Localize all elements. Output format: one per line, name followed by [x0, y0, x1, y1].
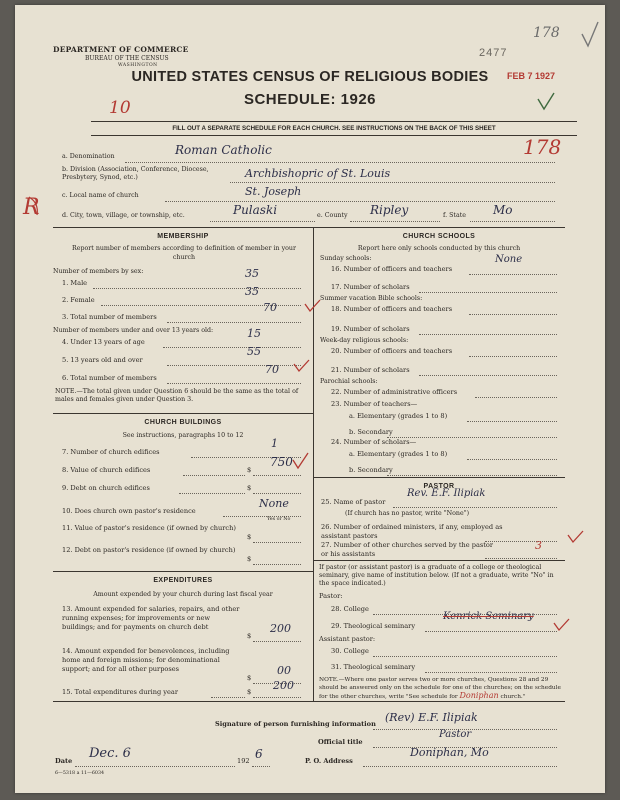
q9-label: 9. Debt on church edifices — [62, 484, 150, 492]
q14-dollar: $ — [247, 674, 252, 682]
q27-value: 3 — [535, 539, 542, 552]
date-month-value: Dec. 6 — [89, 746, 131, 761]
q29-label: 29. Theological seminary — [331, 622, 416, 630]
local-name-label: c. Local name of church — [62, 192, 139, 199]
received-date-stamp: FEB 7 1927 — [507, 71, 556, 81]
pastor-heading: PASTOR — [423, 483, 455, 490]
q22-label: 22. Number of administrative officers — [331, 388, 458, 396]
q14-label: 14. Amount expended for benevolences, including home and foreign missions; for denominational support; and for all other purposes — [62, 647, 230, 673]
q11-dollar: $ — [247, 533, 252, 541]
buildings-sub: See instructions, paragraphs 10 to 12 — [122, 432, 244, 439]
sunday-schools-label: Sunday schools: — [320, 255, 372, 262]
q4-value: 15 — [247, 327, 261, 340]
q30-label: 30. College — [331, 647, 369, 655]
q16-value: None — [495, 254, 523, 265]
check-mark-icon — [566, 529, 586, 545]
q4-label: 4. Under 13 years of age — [62, 338, 145, 346]
q2-value: 35 — [245, 285, 259, 298]
parochial-schools-label: Parochial schools: — [320, 378, 378, 385]
membership-intro: Report number of members according to definition of member in your church — [71, 245, 296, 261]
city-label: d. City, town, village, or township, etc. — [62, 212, 185, 219]
q25-label: 25. Name of pastor — [321, 498, 386, 506]
signature-value: (Rev) E.F. Ilipiak — [385, 711, 478, 724]
q27-label: 27. Number of other churches served by the pastor or his assistants — [321, 541, 494, 558]
membership-heading: MEMBERSHIP — [157, 233, 209, 240]
q14-value: 00 — [277, 664, 291, 677]
q28-label: 28. College — [331, 605, 369, 613]
state-value: Mo — [493, 203, 513, 217]
weekday-schools-label: Week-day religious schools: — [320, 337, 409, 344]
local-name-value: St. Joseph — [245, 185, 302, 198]
instruction-band: FILL OUT A SEPARATE SCHEDULE FOR EACH CHURCH. SEE INSTRUCTIONS ON THE BACK OF THIS SHEET — [91, 121, 577, 136]
page-number-mark: 178 — [533, 25, 560, 41]
q10-label: 10. Does church own pastor's residence — [62, 507, 196, 515]
q29-value: Kenrick Seminary — [443, 611, 534, 622]
red-mark-r: R — [23, 195, 40, 220]
date-label: Date — [55, 757, 73, 765]
city-value: Pulaski — [233, 203, 278, 217]
check-mark-icon — [292, 358, 312, 374]
q9-dollar: $ — [247, 484, 252, 492]
official-title-value: Pastor — [439, 729, 472, 740]
q17-label: 17. Number of scholars — [331, 283, 410, 291]
q8-label: 8. Value of church edifices — [62, 466, 151, 474]
q12-dollar: $ — [247, 555, 252, 563]
form-code: 6—5318 a 11—6034 — [55, 771, 105, 776]
year-value: 6 — [255, 747, 263, 761]
city-heading: WASHINGTON — [118, 63, 158, 68]
form-title: UNITED STATES CENSUS OF RELIGIOUS BODIES — [131, 69, 489, 85]
q5-label: 5. 13 years old and over — [62, 356, 143, 364]
q3-value: 70 — [263, 301, 277, 314]
stamp-number: 2477 — [479, 47, 508, 59]
state-label: f. State — [443, 212, 466, 219]
county-label: e. County — [317, 212, 348, 219]
q31-label: 31. Theological seminary — [331, 663, 416, 671]
q24-label: 24. Number of scholars— — [331, 438, 417, 446]
q24b-label: b. Secondary — [349, 466, 393, 474]
address-label: P. O. Address — [305, 757, 353, 765]
members-by-sex-label: Number of members by sex: — [53, 268, 144, 275]
q25-value: Rev. E.F. Ilipiak — [407, 488, 486, 499]
check-mark-icon — [552, 617, 572, 633]
schedule-title: SCHEDULE: 1926 — [243, 91, 377, 108]
q20-label: 20. Number of officers and teachers — [331, 347, 453, 355]
q8-dollar: $ — [247, 466, 252, 474]
check-mark-icon — [291, 451, 311, 471]
q8-value: 750 — [270, 455, 293, 469]
bureau-heading: BUREAU OF THE CENSUS — [85, 55, 169, 62]
q7-label: 7. Number of church edifices — [62, 448, 160, 456]
pastor-note-2: NOTE.—Where one pastor serves two or more churches, Questions 28 and 29 should be answered only on the schedule for one of the churches; on the schedule for the other churches, write "See schedule for Doniphan church." — [319, 677, 561, 700]
q24a-label: a. Elementary (grades 1 to 8) — [349, 450, 448, 458]
q15-label: 15. Total expenditures during year — [62, 688, 178, 696]
expenditures-heading: EXPENDITURES — [153, 577, 213, 584]
red-mark-10: 10 — [109, 98, 131, 118]
red-bracket-icon — [25, 195, 57, 217]
assistant-pastor-label: Assistant pastor: — [319, 635, 376, 643]
q25-note: (If church has no pastor, write "None") — [345, 510, 470, 517]
q23-label: 23. Number of teachers— — [331, 400, 418, 408]
q10-value: None — [259, 497, 289, 510]
department-heading: DEPARTMENT OF COMMERCE — [53, 45, 189, 54]
q13-value: 200 — [270, 622, 291, 635]
red-mark-178: 178 — [523, 135, 562, 159]
summer-schools-label: Summer vacation Bible schools: — [320, 295, 423, 302]
q13-label: 13. Amount expended for salaries, repairs, and other running expenses; for improvements or new buildings; and for payments on church debt — [62, 605, 240, 631]
schools-intro: Report here only schools conducted by this church — [357, 245, 521, 252]
q6-value: 70 — [265, 363, 279, 376]
q11-label: 11. Value of pastor's residence (if owned by church) — [62, 524, 236, 532]
check-mark-icon — [303, 298, 323, 314]
denomination-value: Roman Catholic — [175, 143, 272, 157]
graduate-note: If pastor (or assistant pastor) is a graduate of a college or theological seminary, give name of institution below. (If not a graduate, write "No" in the space indicated.) — [319, 564, 554, 587]
q15-value: 200 — [273, 679, 294, 692]
q26-label: 26. Number of ordained ministers, if any, employed as assistant pastors — [321, 523, 503, 540]
q21-label: 21. Number of scholars — [331, 366, 410, 374]
q16-label: 16. Number of officers and teachers — [331, 265, 453, 273]
q13-dollar: $ — [247, 632, 252, 640]
census-form-page — [15, 5, 605, 793]
official-title-label: Official title — [318, 738, 363, 746]
division-value: Archbishopric of St. Louis — [245, 167, 391, 180]
pastor-sub-label: Pastor: — [319, 592, 343, 600]
denomination-label: a. Denomination — [62, 153, 115, 160]
q2-label: 2. Female — [62, 296, 95, 304]
address-value: Doniphan, Mo — [410, 746, 489, 759]
schools-heading: CHURCH SCHOOLS — [402, 233, 476, 240]
q12-label: 12. Debt on pastor's residence (if owned by church) — [62, 546, 236, 554]
q19-label: 19. Number of scholars — [331, 325, 410, 333]
q1-value: 35 — [245, 267, 259, 280]
check-mark-icon — [580, 20, 600, 50]
signature-label: Signature of person furnishing information — [215, 720, 376, 728]
q23a-label: a. Elementary (grades 1 to 8) — [349, 412, 448, 420]
expenditures-sub: Amount expended by your church during last fiscal year — [93, 591, 273, 598]
q3-label: 3. Total number of members — [62, 313, 157, 321]
q7-value: 1 — [271, 437, 278, 450]
division-label: b. Division (Association, Conference, Diocese, Presbytery, Synod, etc.) — [62, 166, 209, 181]
yes-no-hint: Yes or No — [267, 517, 291, 522]
membership-note: NOTE.—The total given under Question 6 should be the same as the total of males and females given under Question 3. — [55, 388, 299, 403]
q1-label: 1. Male — [62, 279, 88, 287]
year-prefix: 192 — [237, 757, 250, 765]
q18-label: 18. Number of officers and teachers — [331, 305, 453, 313]
buildings-heading: CHURCH BUILDINGS — [144, 419, 222, 426]
q23b-label: b. Secondary — [349, 428, 393, 436]
county-value: Ripley — [370, 203, 409, 217]
q6-label: 6. Total number of members — [62, 374, 157, 382]
age-intro-label: Number of members under and over 13 years old: — [53, 327, 214, 334]
q15-dollar: $ — [247, 688, 252, 696]
q5-value: 55 — [247, 345, 261, 358]
